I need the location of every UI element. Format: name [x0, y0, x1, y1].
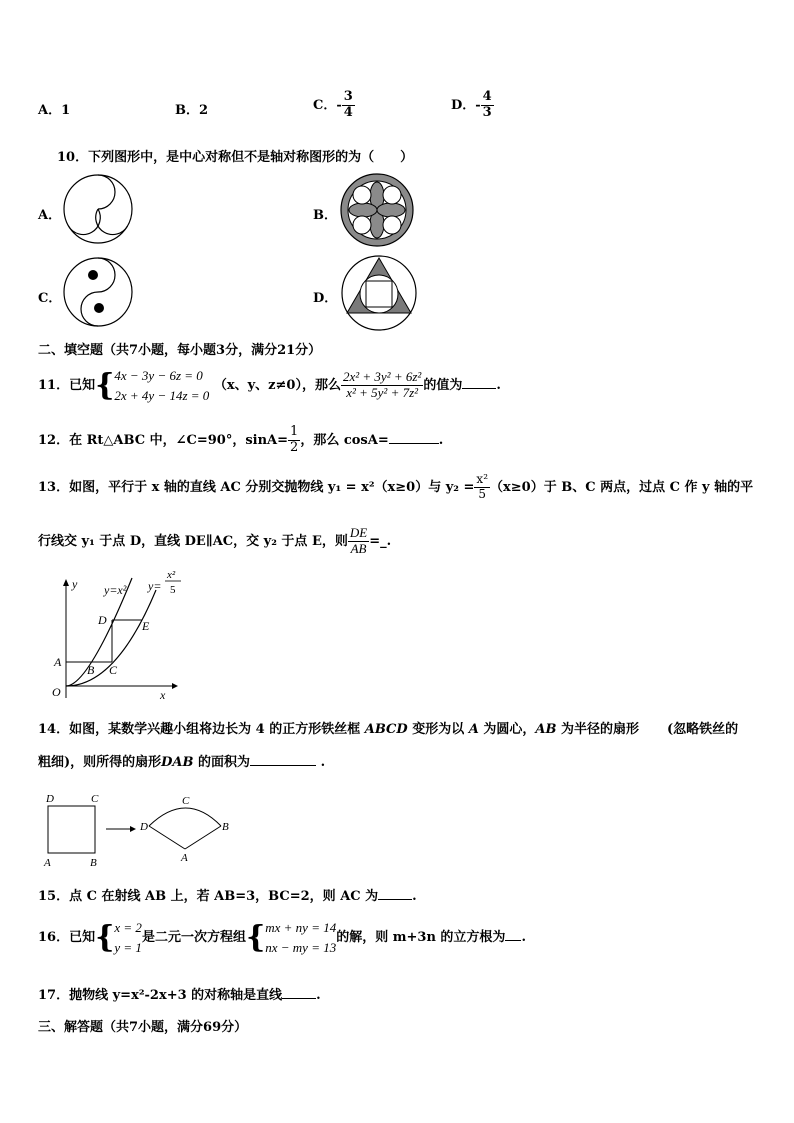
- q14-line1: [38, 718, 738, 737]
- q13-figure: [38, 568, 186, 702]
- q10-option-d-label: D．: [313, 291, 338, 306]
- sector-radius-ad: [149, 826, 185, 849]
- q9-option-b: B．2: [175, 103, 209, 118]
- q14-dab: DAB: [161, 755, 194, 770]
- label-d: D: [98, 613, 107, 627]
- q16-brace-1: {: [95, 919, 115, 955]
- section-fill-in-heading: 二、填空题（共7小题，每小题3分，满分21分）: [38, 343, 322, 358]
- q9-option-c: [313, 90, 355, 121]
- q12-suffix: ，那么 cosA=: [300, 432, 389, 448]
- arrow-head: [130, 826, 136, 832]
- q10-figure-c: [62, 256, 134, 328]
- label-a: A: [54, 655, 62, 669]
- q10-figure-a: [62, 173, 134, 245]
- q13-line2: [38, 526, 391, 557]
- q11-end: .: [496, 378, 501, 393]
- q15-end: .: [412, 889, 417, 904]
- label-c: C: [109, 663, 118, 677]
- sector-label-b: B: [222, 821, 229, 833]
- label-b: B: [87, 663, 95, 677]
- label-e: E: [142, 619, 150, 633]
- q13-line1-b: （x≥0）于 B、C 两点，过点 C 作 y 轴的平: [490, 479, 754, 495]
- q9-option-c-prefix: C．-: [313, 97, 342, 113]
- q16: [38, 918, 526, 957]
- q11-answer-blank: [462, 376, 496, 389]
- q14-ab: AB: [535, 722, 557, 737]
- q13-line1-a: 13．如图，平行于 x 轴的直线 AC 分别交抛物线 y₁ = x²（x≥0）与 y₂ =: [38, 479, 475, 495]
- q9-option-c-den: 4: [343, 104, 353, 120]
- sector-label-d: D: [140, 821, 148, 833]
- q17-text: 17．抛物线 y=x²-2x+3 的对称轴是直线: [38, 988, 283, 1003]
- y-axis-arrow: [63, 579, 69, 586]
- q11-numerator: 2x² + 3y² + 6z²: [342, 369, 422, 385]
- label-x: x: [160, 688, 166, 702]
- q16-solution: [114, 918, 142, 957]
- q16-brace-2: {: [245, 919, 266, 955]
- q13-line2-b: =_.: [369, 533, 392, 549]
- q12-num: 1: [290, 424, 299, 439]
- q16-end: .: [521, 930, 526, 945]
- sector-radius-ab: [185, 826, 221, 849]
- sector-label-a: A: [181, 852, 188, 864]
- q13-frac-den: 5: [478, 486, 487, 501]
- q16-e1: mx + ny = 14: [265, 920, 337, 935]
- q9-option-d-fraction: [481, 90, 494, 121]
- q11-brace: {: [95, 367, 115, 403]
- q10-option-c-label: C．: [38, 291, 62, 306]
- q17: [38, 984, 321, 1003]
- q11-denominator: x² + 5y² + 7z²: [346, 385, 419, 400]
- q9-option-d-den: 3: [482, 104, 492, 120]
- q14-figure: [38, 790, 238, 870]
- label-curve2-prefix: y=: [148, 579, 162, 593]
- q9-option-d: [451, 90, 494, 121]
- q13-line1: [38, 473, 753, 502]
- square-label-a: A: [44, 857, 51, 869]
- q14-abcd: ABCD: [364, 722, 408, 737]
- square-label-c: C: [91, 793, 99, 805]
- q16-system: [265, 918, 336, 957]
- q10-figure-d: [339, 254, 419, 332]
- square-label-b: B: [90, 857, 97, 869]
- q11-fraction: [341, 370, 423, 401]
- q11-eq1: 4x − 3y − 6z = 0: [114, 368, 203, 383]
- q10-figure-b: [339, 172, 415, 248]
- x-axis-arrow: [172, 683, 178, 689]
- q14-line1-b: 变形为以: [412, 722, 465, 737]
- q11-eq2: 2x + 4y − 14z = 0: [114, 387, 210, 403]
- square-abcd: [48, 806, 95, 853]
- q10-stem: 10．下列图形中，是中心对称但不是轴对称图形的为（ ）: [57, 150, 414, 165]
- q13-ratio: [348, 526, 369, 557]
- q16-answer-blank: [505, 928, 521, 941]
- q16-e2: nx − my = 13: [265, 939, 337, 955]
- q16-prefix: 16．已知: [38, 930, 96, 945]
- q15-text: 15．点 C 在射线 AB 上，若 AB=3，BC=2，则 AC 为: [38, 889, 379, 904]
- q13-fraction: [474, 473, 490, 502]
- q17-end: .: [316, 988, 321, 1003]
- q12-answer-blank: [389, 431, 439, 444]
- q16-suffix: 的解，则 m+3n 的立方根为: [336, 930, 506, 945]
- label-curve1: y=x²: [104, 583, 127, 597]
- q16-s1: x = 2: [114, 920, 142, 935]
- q13-frac-num: x²: [476, 472, 488, 486]
- q9-option-d-prefix: D．-: [451, 97, 481, 113]
- q14-line1-c: 为圆心，: [483, 722, 536, 737]
- label-y: y: [72, 577, 78, 591]
- q9-option-c-fraction: [342, 90, 355, 121]
- q13-line2-a: 行线交 y₁ 于点 D，直线 DE∥AC，交 y₂ 于点 E，则: [38, 533, 348, 549]
- q10-option-b-label: B．: [313, 208, 337, 223]
- q15: [38, 885, 417, 904]
- label-curve2-num: x²: [167, 569, 176, 581]
- square-label-d: D: [46, 793, 54, 805]
- q11-system: [114, 366, 209, 405]
- sector-label-c: C: [182, 795, 190, 807]
- q11-condition: （x、y、z≠0），那么: [213, 378, 341, 393]
- q12-den: 2: [290, 439, 299, 455]
- q9-option-d-num: 4: [482, 89, 492, 104]
- q12-end: .: [438, 432, 444, 448]
- q13-ratio-num: DE: [349, 525, 368, 540]
- q14-line1-a: 14．如图，某数学兴趣小组将边长为 4 的正方形铁丝框: [38, 722, 361, 737]
- q14-end: .: [320, 755, 326, 770]
- q14-line2: [38, 751, 325, 770]
- q9-option-a: A．1: [38, 103, 71, 118]
- q14-line1-e: (忽略铁丝的: [667, 722, 739, 737]
- q16-mid: 是二元一次方程组: [141, 930, 246, 945]
- q12-fraction: [288, 425, 300, 456]
- q13-ratio-den: AB: [350, 540, 367, 556]
- sector-arc: [149, 808, 221, 826]
- q14-answer-blank: [250, 753, 316, 766]
- section-solve-heading: 三、解答题（共7小题，满分69分）: [38, 1020, 248, 1035]
- q12-prefix: 12．在 Rt△ABC 中，∠C=90°，sinA=: [38, 432, 289, 448]
- q14-a: A: [468, 722, 479, 737]
- q9-option-c-num: 3: [343, 89, 353, 104]
- q12: [38, 425, 443, 456]
- q17-answer-blank: [282, 986, 316, 999]
- q11-prefix: 11．已知: [38, 378, 96, 393]
- q14-line2-a: 粗细)，则所得的扇形: [38, 755, 162, 770]
- label-o: O: [52, 685, 61, 699]
- label-curve2-den: 5: [170, 584, 176, 596]
- q11: [38, 366, 501, 405]
- q14-line2-b: 的面积为: [198, 755, 251, 770]
- q14-line1-d: 为半径的扇形: [561, 722, 640, 737]
- q15-answer-blank: [378, 887, 412, 900]
- q11-suffix: 的值为: [423, 378, 463, 393]
- q10-option-a-label: A．: [38, 208, 62, 223]
- q16-s2: y = 1: [114, 939, 142, 955]
